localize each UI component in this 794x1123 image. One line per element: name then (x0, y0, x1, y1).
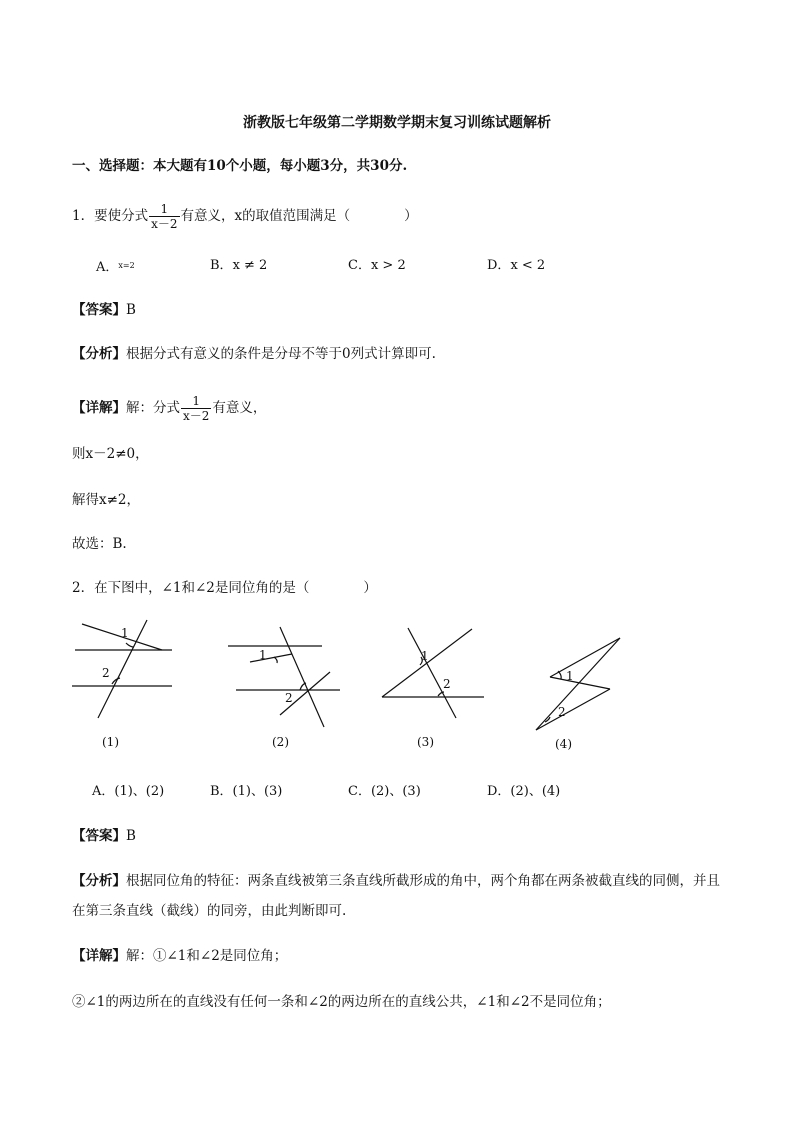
section-heading: 一、选择题：本大题有10个小题，每小题3分，共30分. (72, 158, 408, 174)
q1-answer-tag: 【答案】 (72, 302, 126, 318)
fig4-caption: (4) (555, 737, 572, 751)
fig1-angle-1-label: 1 (121, 626, 129, 640)
q1-detail-frac-num: 1 (192, 394, 201, 408)
q1-option-c (348, 256, 406, 276)
q2-answer-value: B (126, 828, 136, 844)
figure-3 (382, 628, 484, 718)
q1-option-c-label: C． (348, 258, 371, 273)
q1-prefix: 1．要使分式 (72, 208, 149, 224)
q2-analysis (72, 866, 722, 926)
fig1-angle-2-label: 2 (102, 666, 110, 680)
q1-step-1: 则x－2≠0， (72, 446, 149, 462)
q2-analysis-text: 根据同位角的特征：两条直线被第三条直线所截形成的角中，两个角都在两条被截直线的同侧，并且在第三条直线（截线）的同旁，由此判断即可. (72, 873, 720, 919)
fig2-caption: (2) (272, 735, 289, 749)
q2-option-a: A．(1)、(2) (92, 784, 165, 799)
q1-option-b-label: B． (210, 258, 233, 273)
q1-analysis-text: 根据分式有意义的条件是分母不等于0列式计算即可. (126, 346, 436, 362)
q1-option-b (210, 256, 267, 276)
q1-option-d (487, 256, 545, 276)
q2-detail-tag: 【详解】 (72, 948, 126, 964)
q1-detail-tag: 【详解】 (72, 400, 126, 416)
q1-frac-num: 1 (160, 202, 169, 216)
figure-2 (228, 627, 340, 727)
q1-analysis (72, 344, 436, 364)
q1-detail-prefix: 解：分式 (126, 400, 180, 416)
q1-option-c-text: x > 2 (370, 258, 406, 273)
q2-answer-tag: 【答案】 (72, 828, 126, 844)
question-2-stem: 2．在下图中，∠1和∠2是同位角的是（ ） (72, 580, 377, 596)
q1-detail-fraction (181, 394, 211, 423)
q2-option-c: C．(2)、(3) (348, 784, 421, 799)
fig2-angle-1-label: 1 (259, 648, 267, 662)
q2-detail-1-text: 解：①∠1和∠2是同位角； (126, 948, 288, 964)
fig3-angle-2-label: 2 (443, 677, 451, 691)
q1-option-a-label: A． (96, 260, 119, 275)
q1-option-d-text: x < 2 (510, 258, 546, 273)
fig4-angle-1-label: 1 (566, 669, 574, 683)
page-title: 浙教版七年级第二学期数学期末复习训练试题解析 (243, 115, 551, 131)
fig3-angle-1-label: 1 (421, 649, 429, 663)
q2-answer (72, 826, 136, 846)
fig1-caption: (1) (102, 735, 119, 749)
q1-suffix: 有意义，x的取值范围满足（ ） (180, 208, 418, 224)
q2-detail-1 (72, 946, 287, 966)
q1-detail-suffix: 有意义， (212, 400, 267, 416)
fig2-angle-2-label: 2 (285, 691, 293, 705)
q1-option-a (96, 256, 135, 278)
q1-detail (72, 394, 266, 423)
q2-detail-2: ②∠1的两边所在的直线没有任何一条和∠2的两边所在的直线公共，∠1和∠2不是同位角； (72, 994, 611, 1010)
q2-option-b: B．(1)、(3) (210, 784, 283, 799)
q1-answer-value: B (126, 302, 136, 318)
fig3-caption: (3) (417, 735, 434, 749)
q1-frac-den: x－2 (151, 217, 178, 231)
q1-answer (72, 300, 136, 320)
figure-1 (72, 620, 172, 718)
q1-option-d-label: D． (487, 258, 511, 273)
q2-option-d: D．(2)、(4) (487, 784, 561, 799)
q1-option-a-text: x=2 (118, 261, 135, 270)
q1-fraction (149, 202, 179, 231)
q1-option-b-text: x ≠ 2 (232, 258, 268, 273)
q1-analysis-tag: 【分析】 (72, 346, 126, 362)
figure-4 (536, 638, 620, 730)
q1-detail-frac-den: x－2 (183, 409, 210, 423)
fig4-angle-2-label: 2 (558, 705, 566, 719)
question-1-stem (72, 202, 418, 231)
q1-step-3: 故选：B. (72, 536, 127, 552)
q2-analysis-tag: 【分析】 (72, 873, 126, 889)
q1-step-2: 解得x≠2， (72, 492, 141, 508)
